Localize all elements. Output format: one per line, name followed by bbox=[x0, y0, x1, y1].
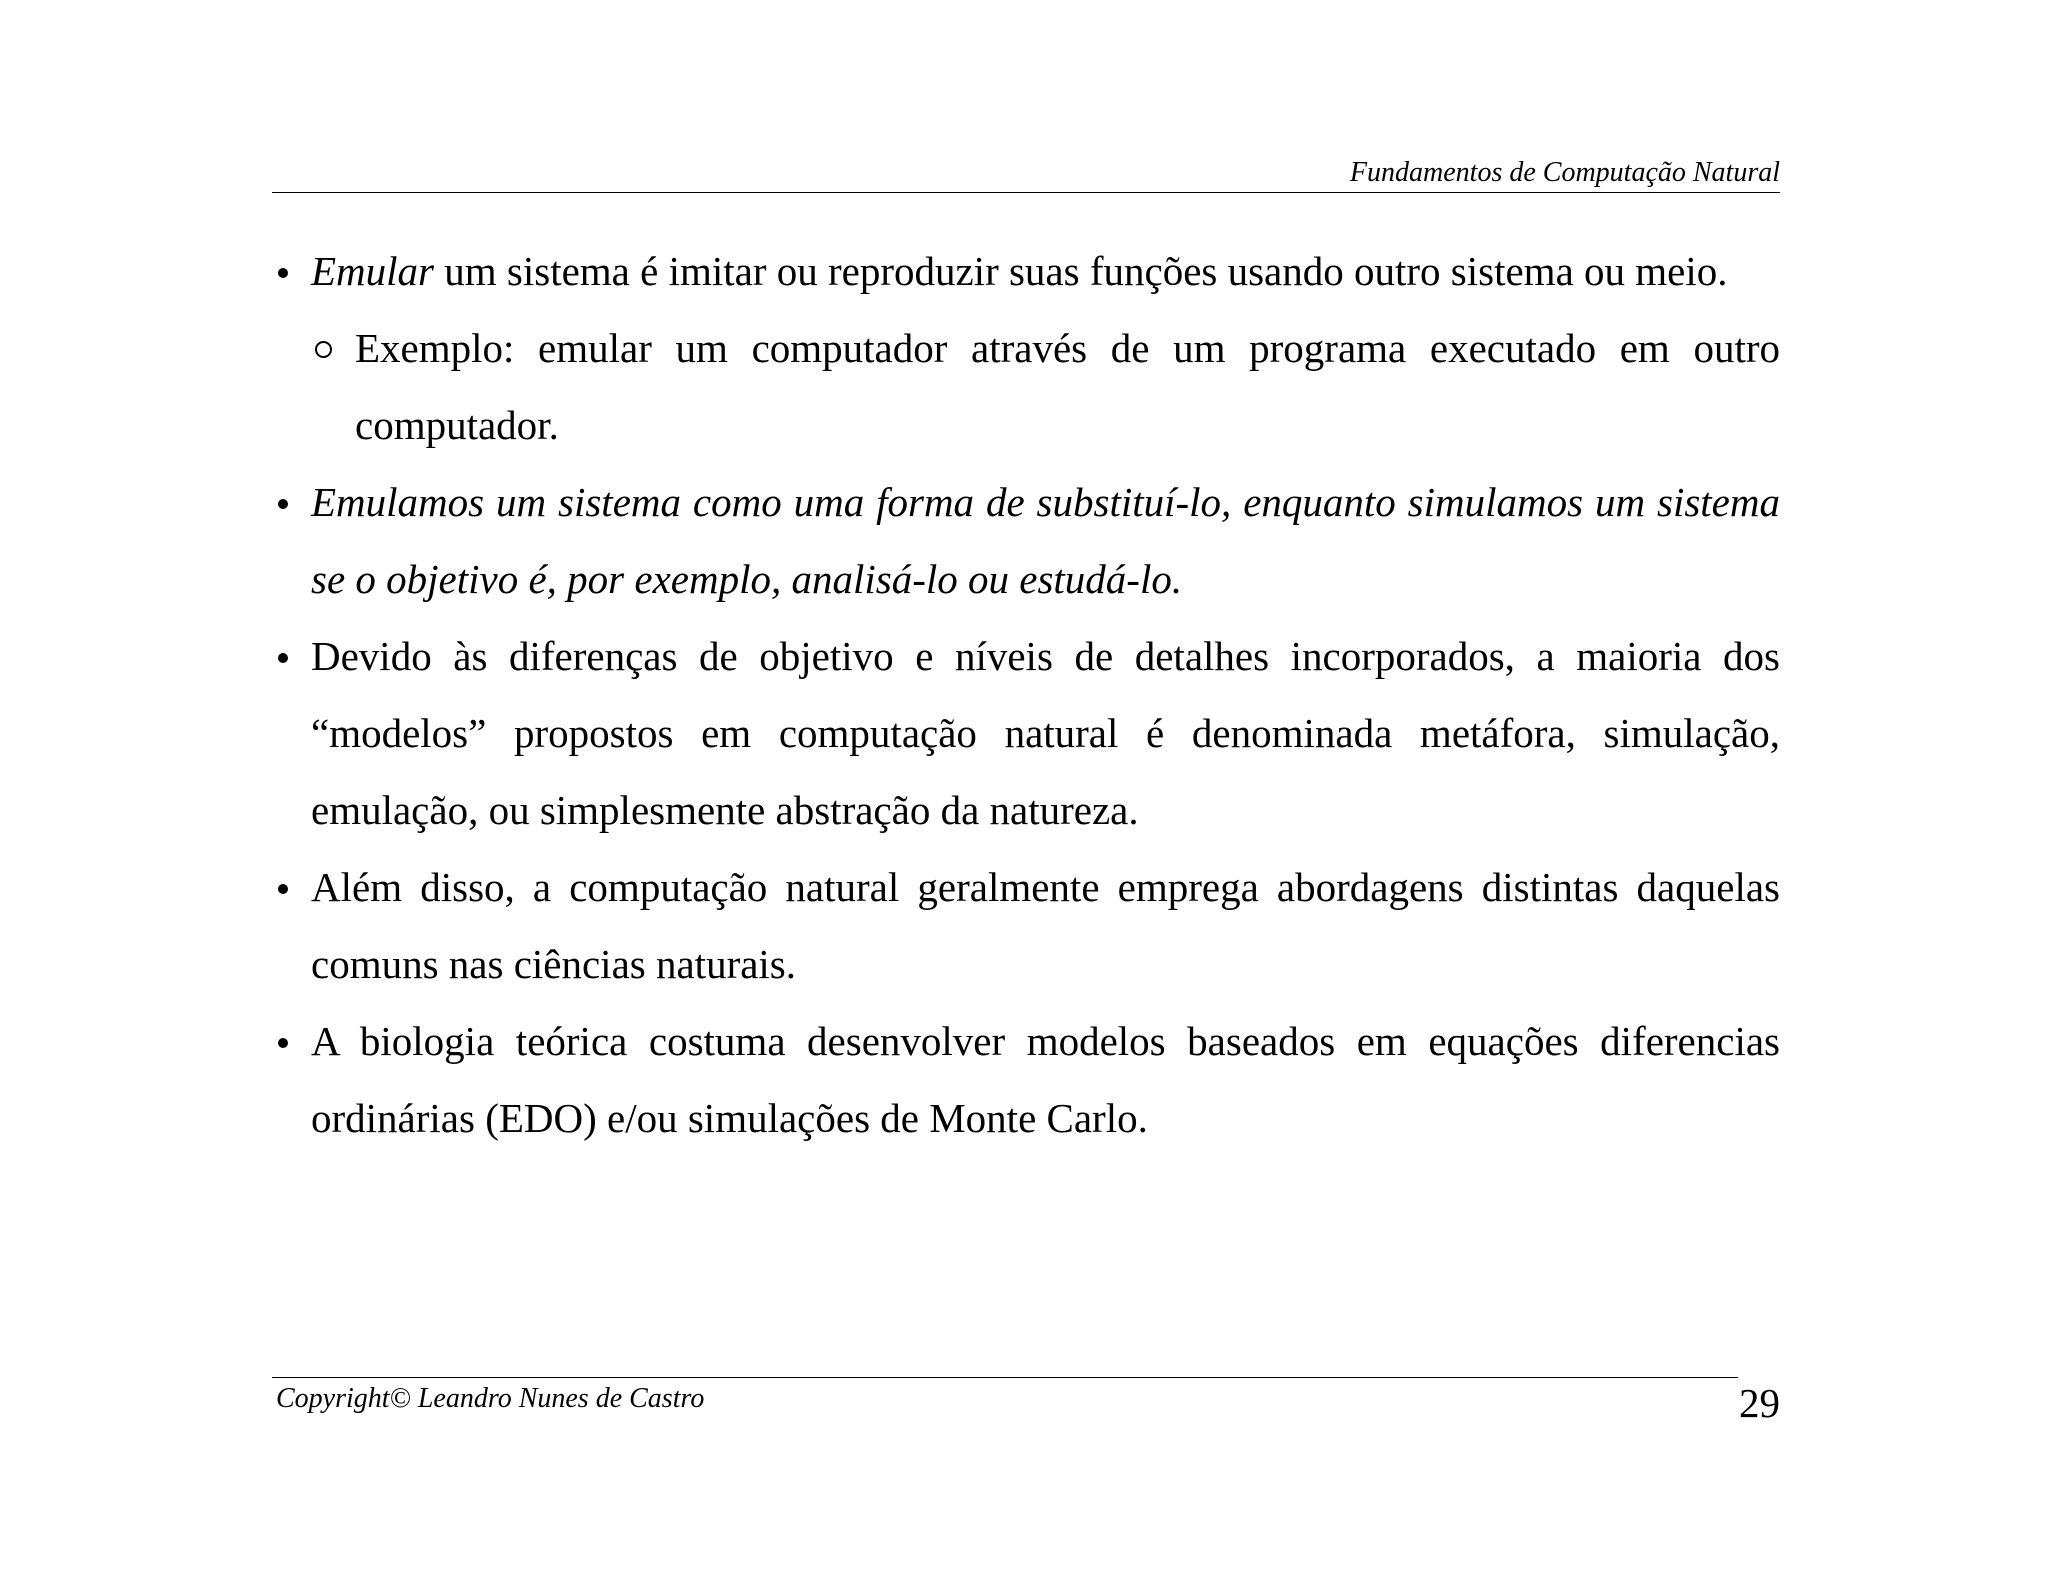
bullet-text: Emulamos um sistema como uma forma de substituí-lo, enquanto simulamos um sistema se o objetivo é, por exemplo, analisá-lo ou estudá-lo. bbox=[311, 479, 1780, 602]
bullet-item-alem-disso bbox=[272, 849, 1780, 1003]
header-divider bbox=[272, 192, 1780, 193]
bullet-item-emulamos bbox=[272, 464, 1780, 618]
bullet-text: Devido às diferenças de objetivo e níveis de detalhes incorporados, a maioria dos “modelos” propostos em computação natural é denominada metáfora, simulação, emulação, ou simplesmente abstração da natureza. bbox=[311, 633, 1780, 833]
bullet-item-biologia bbox=[272, 1003, 1780, 1157]
copyright-notice: Copyright© Leandro Nunes de Castro bbox=[276, 1383, 705, 1414]
page-number: 29 bbox=[1739, 1380, 1780, 1426]
bullet-text: um sistema é imitar ou reproduzir suas funções usando outro sistema ou meio. bbox=[434, 248, 1728, 294]
emphasis-term: Emular bbox=[311, 248, 434, 294]
footer-divider bbox=[272, 1377, 1738, 1378]
slide-body bbox=[272, 233, 1780, 1157]
bullet-text: Além disso, a computação natural geralmente emprega abordagens distintas daquelas comuns nas ciências naturais. bbox=[311, 864, 1780, 987]
running-header-title: Fundamentos de Computação Natural bbox=[1349, 157, 1780, 188]
sub-bullet-text: Exemplo: emular um computador através de um programa executado em outro computador. bbox=[355, 325, 1780, 448]
bullet-text: A biologia teórica costuma desenvolver modelos baseados em equações diferencias ordinárias (EDO) e/ou simulações de Monte Carlo. bbox=[311, 1018, 1780, 1141]
bullet-item-emular bbox=[272, 233, 1780, 310]
sub-bullet-item-example bbox=[311, 310, 1780, 464]
bullet-item-diferencas bbox=[272, 618, 1780, 849]
